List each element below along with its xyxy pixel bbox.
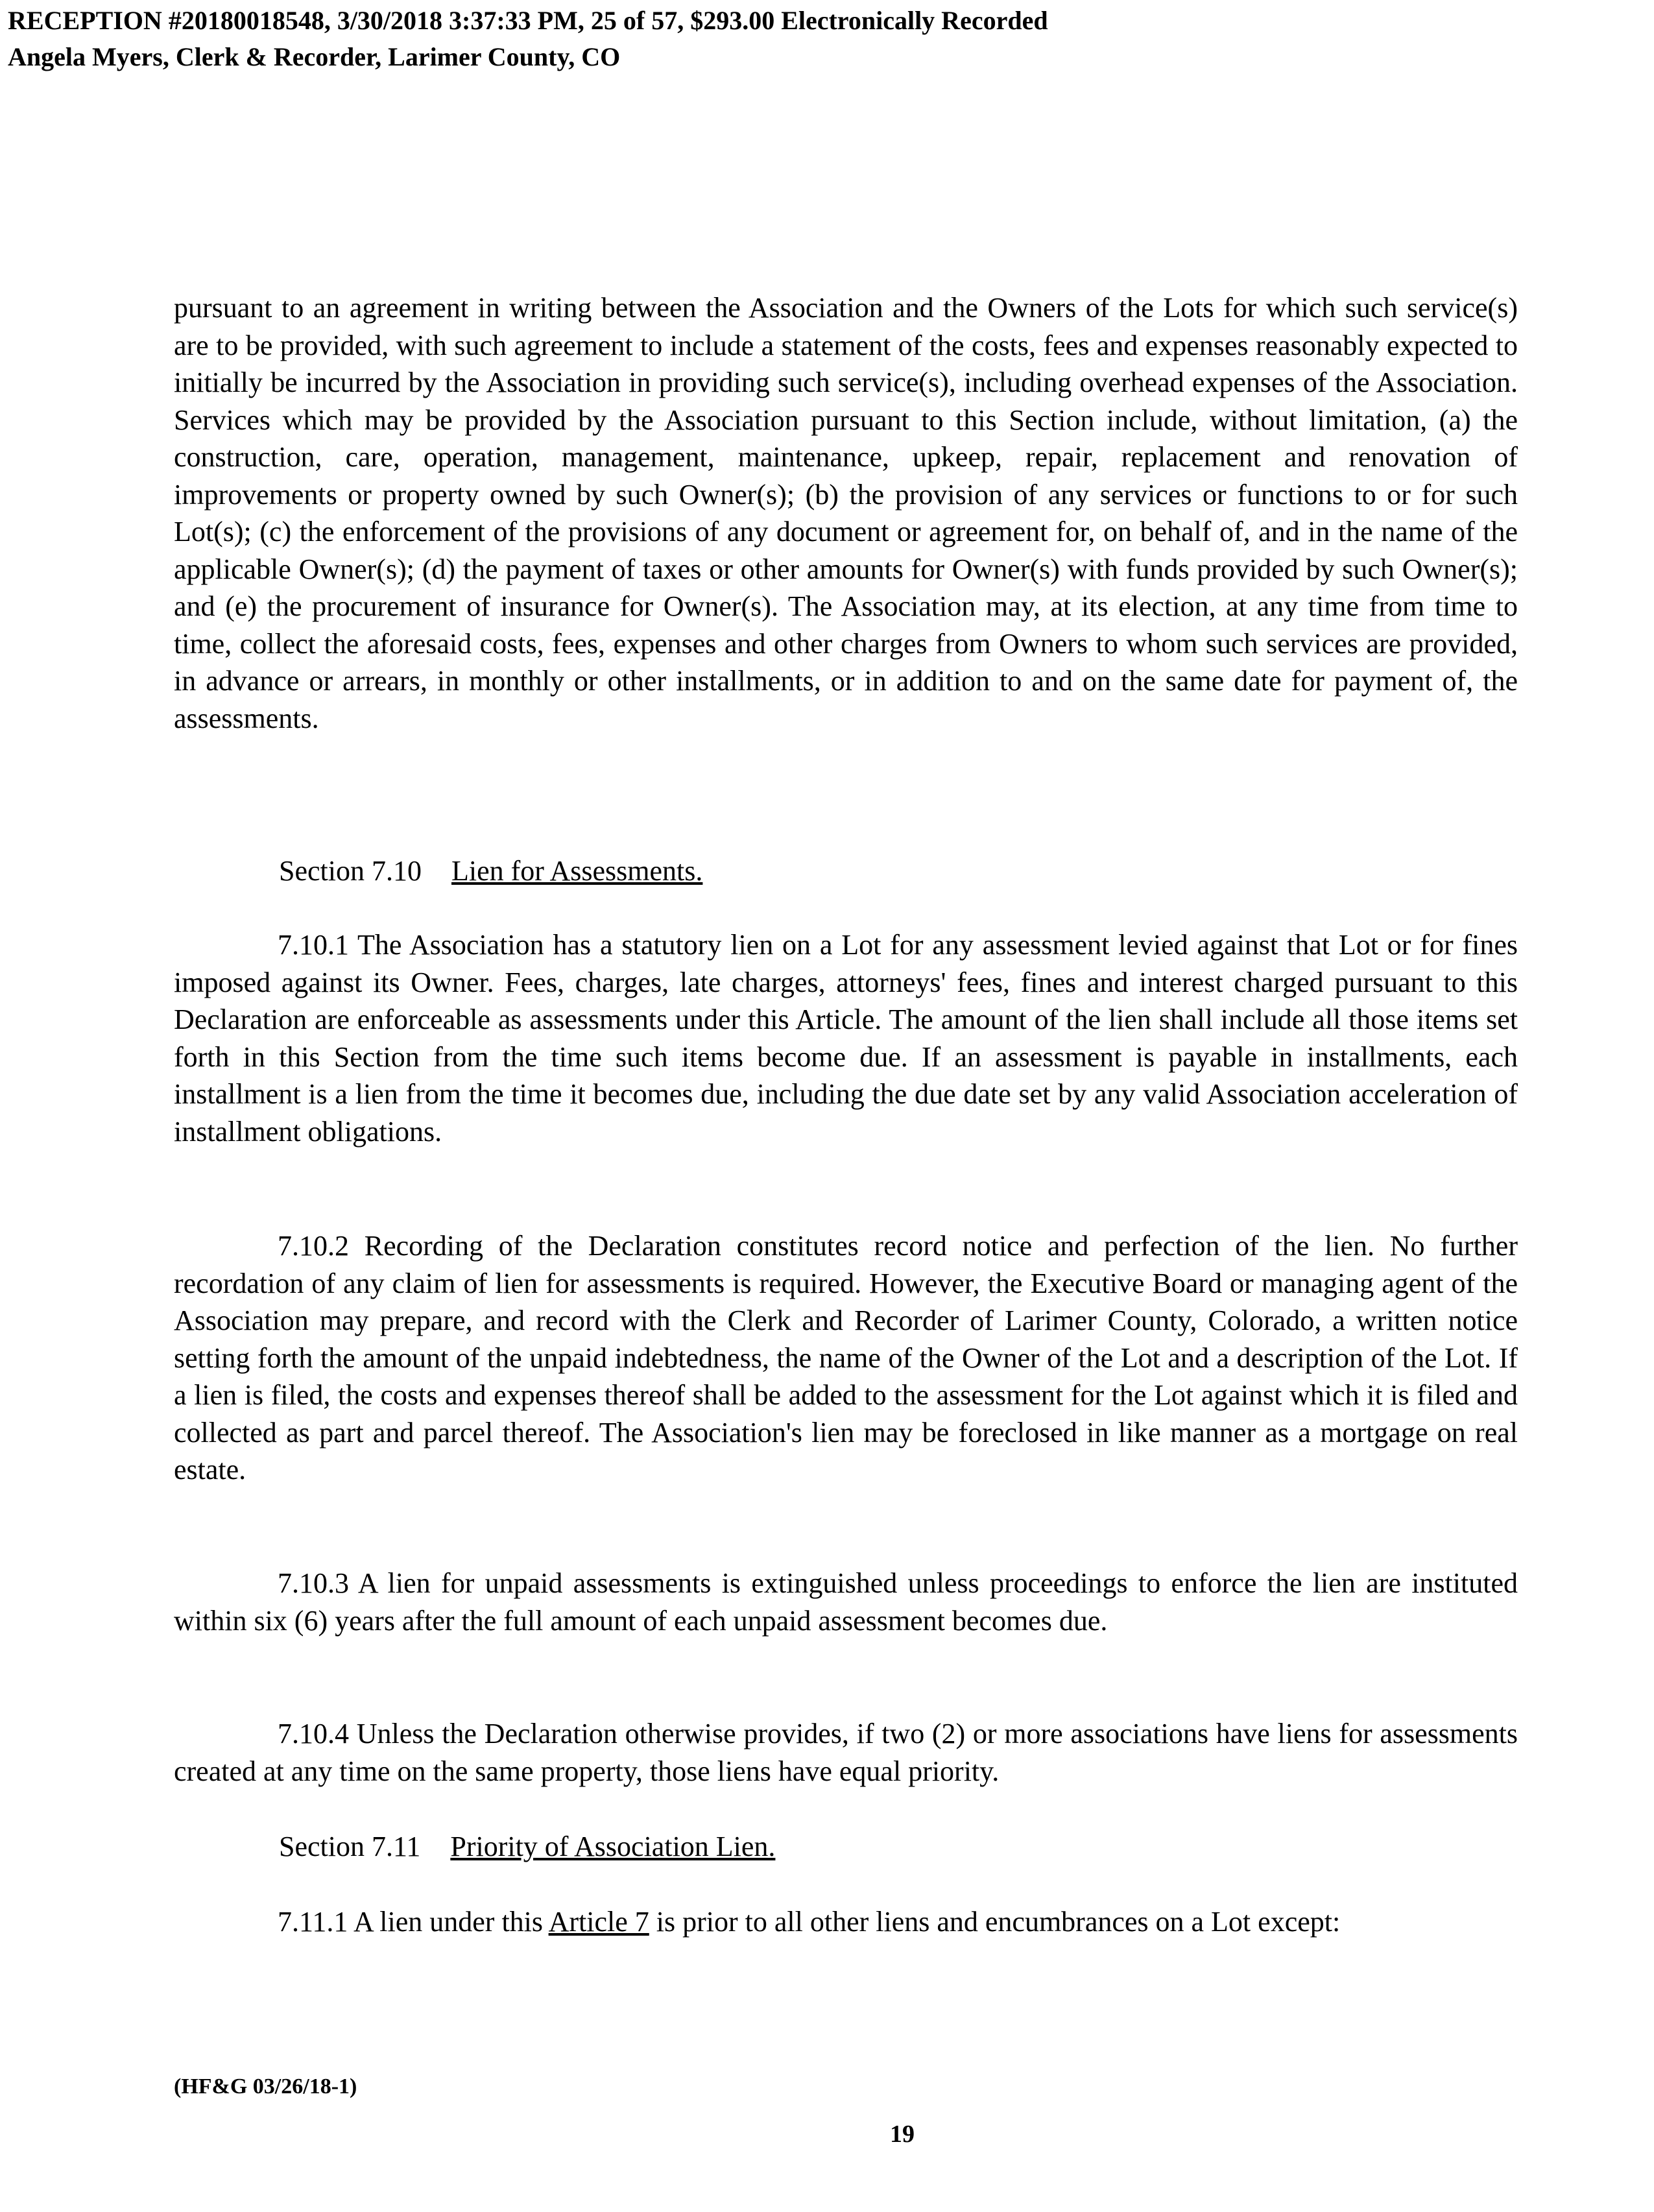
paragraph-7-10-2: 7.10.2 Recording of the Declaration constitutes record notice and perfection of the lien. No further recordation of any claim of lien for assessments is required. However, the Executive Board or managing agent of the Association may prepare, and record with the Clerk and Recorder of Larimer County, Colorado, a written notice setting forth the amount of the unpaid indebtedness, the name of the Owner of the Lot and a description of the Lot. If a lien is filed, the costs and expenses thereof shall be added to the assessment for the Lot against which it is filed and collected as part and parcel thereof. The Association's lien may be foreclosed in like manner as a mortgage on real estate. bbox=[174, 1230, 1518, 1485]
section-7-11-title: Priority of Association Lien. bbox=[450, 1831, 776, 1862]
section-7-11-heading bbox=[279, 1828, 775, 1866]
section-7-10-title: Lien for Assessments. bbox=[451, 855, 703, 887]
paragraph-7-11-1-lead: 7.11.1 A lien under this bbox=[278, 1906, 549, 1938]
recorder-stamp-line: Angela Myers, Clerk & Recorder, Larimer County, CO bbox=[8, 42, 621, 71]
section-7-10-number: Section 7.10 bbox=[279, 855, 422, 887]
intro-paragraph: pursuant to an agreement in writing between the Association and the Owners of the Lots for which such service(s) are to be provided, with such agreement to include a statement of the costs, fees and expenses reasonably expected to initially be incurred by the Association in providing such service(s), including overhead expenses of the Association. Services which may be provided by the Association pursuant to this Section include, without limitation, (a) the construction, care, operation, management, maintenance, upkeep, repair, replacement and renovation of improvements or property owned by such Owner(s); (b) the provision of any services or functions to or for such Lot(s); (c) the enforcement of the provisions of any document or agreement for, on behalf of, and in the name of the applicable Owner(s); (d) the payment of taxes or other amounts for Owner(s) with funds provided by such Owner(s); and (e) the procurement of insurance for Owner(s). The Association may, at its election, at any time from time to time, collect the aforesaid costs, fees, expenses and other charges from Owners to whom such services are provided, in advance or arrears, in monthly or other installments, or in addition to and on the same date for payment of, the assessments. bbox=[174, 292, 1518, 734]
section-7-11-number: Section 7.11 bbox=[279, 1831, 421, 1862]
document-code: (HF&G 03/26/18-1) bbox=[174, 2074, 357, 2098]
paragraph-7-10-1: 7.10.1 The Association has a statutory lien on a Lot for any assessment levied against that Lot or for fines imposed against its Owner. Fees, charges, late charges, attorneys' fees, fines and interest charged pursuant to this Declaration are enforceable as assessments under this Article. The amount of the lien shall include all those items set forth in this Section from the time such items become due. If an assessment is payable in installments, each installment is a lien from the time it becomes due, including the due date set by any valid Association acceleration of installment obligations. bbox=[174, 929, 1518, 1148]
page-number: 19 bbox=[890, 2121, 915, 2148]
paragraph-7-11-1-tail: is prior to all other liens and encumbrances on a Lot except: bbox=[649, 1906, 1341, 1938]
paragraph-7-10-4: 7.10.4 Unless the Declaration otherwise provides, if two (2) or more associations have liens for assessments created at any time on the same property, those liens have equal priority. bbox=[174, 1718, 1518, 1787]
article-7-reference: Article 7 bbox=[548, 1906, 649, 1938]
section-7-10-heading bbox=[279, 852, 702, 890]
paragraph-7-11-1 bbox=[174, 1903, 1518, 1941]
recording-stamp-line: RECEPTION #20180018548, 3/30/2018 3:37:33 PM, 25 of 57, $293.00 Electronically Recorded bbox=[8, 6, 1048, 35]
paragraph-7-10-3: 7.10.3 A lien for unpaid assessments is extinguished unless proceedings to enforce the lien are instituted within six (6) years after the full amount of each unpaid assessment becomes due. bbox=[174, 1567, 1518, 1637]
